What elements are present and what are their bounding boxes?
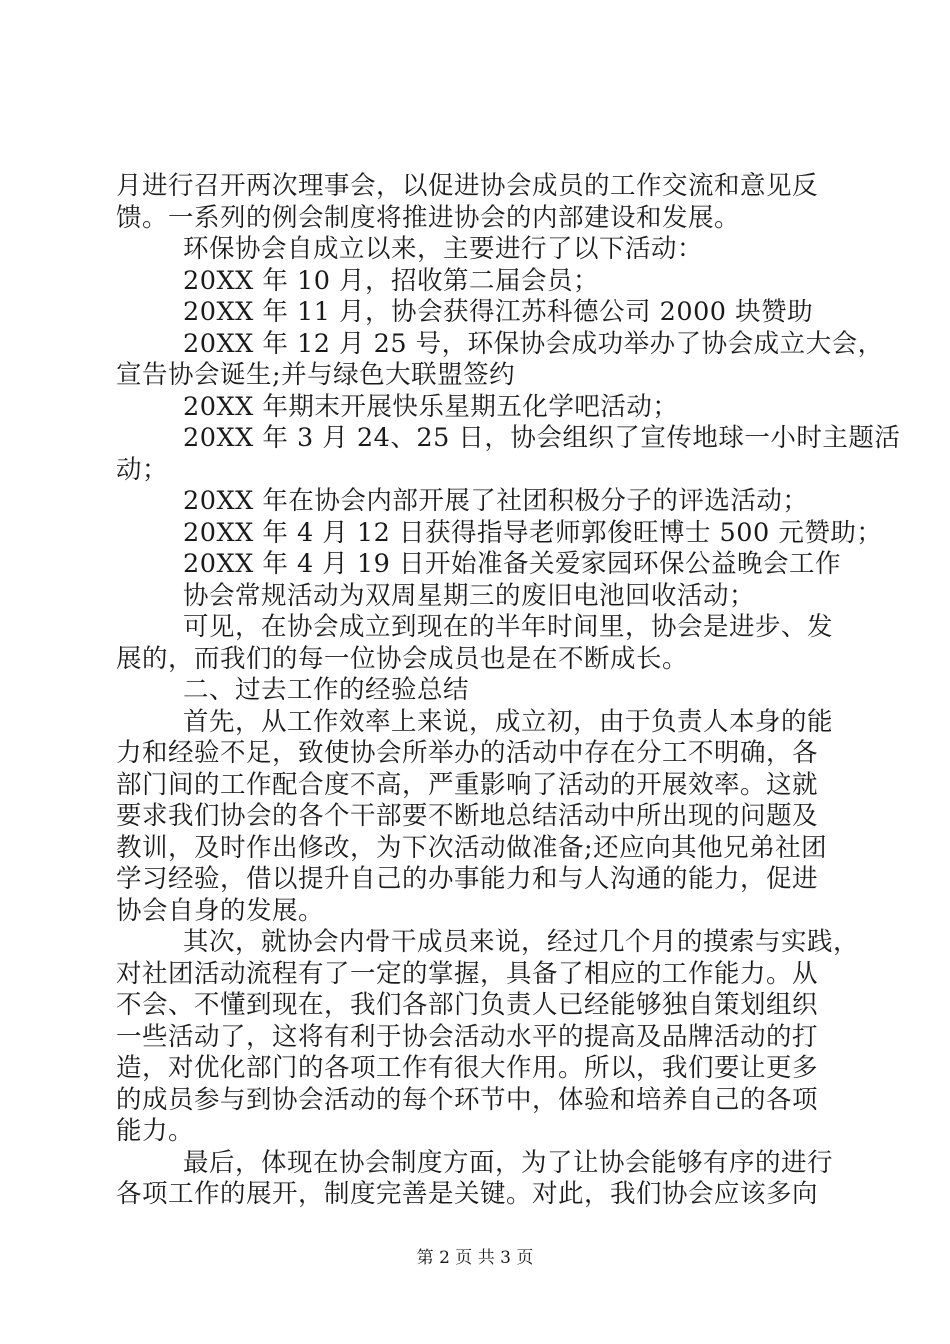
text-line-18: 首先，从工作效率上来说，成立初，由于负责人本身的能 [183, 706, 834, 737]
text-line-4: 20XX 年 10 月，招收第二届会员； [183, 265, 600, 296]
text-line-14: 协会常规活动为双周星期三的废旧电池回收活动； [183, 580, 756, 611]
text-line-32: 最后，体现在协会制度方面，为了让协会能够有序的进行 [183, 1147, 834, 1178]
text-line-22: 教训，及时作出修改，为下次活动做准备;还应向其他兄弟社团 [116, 832, 828, 863]
text-line-7: 宣告协会诞生;并与绿色大联盟签约 [116, 360, 516, 390]
text-line-16: 展的，而我们的每一位协会成员也是在不断成长。 [116, 643, 689, 674]
text-line-33: 各项工作的展开，制度完善是关键。对此，我们协会应该多向 [116, 1179, 819, 1209]
text-line-30: 的成员参与到协会活动的每个环节中，体验和培养自己的各项 [116, 1084, 819, 1115]
text-line-26: 对社团活动流程有了一定的掌握，具备了相应的工作能力。从 [116, 958, 819, 989]
page-footer: 第 2 页 共 3 页 [416, 1248, 534, 1268]
text-line-11: 20XX 年在协会内部开展了社团积极分子的评选活动； [183, 486, 809, 516]
text-line-29: 造，对优化部门的各项工作有很大作用。所以，我们要让更多 [116, 1053, 819, 1083]
text-line-1: 月进行召开两次理事会，以促进协会成员的工作交流和意见反 [116, 171, 819, 201]
text-line-2: 馈。一系列的例会制度将推进协会的内部建设和发展。 [116, 202, 741, 233]
text-line-10: 动； [116, 454, 169, 485]
text-line-25: 其次，就协会内骨干成员来说，经过几个月的摸索与实践， [183, 927, 860, 957]
text-line-20: 部门间的工作配合度不高，严重影响了活动的开展效率。这就 [116, 769, 819, 800]
text-line-21: 要求我们协会的各个干部要不断地总结活动中所出现的问题及 [116, 801, 819, 831]
text-line-23: 学习经验，借以提升自己的办事能力和与人沟通的能力，促进 [116, 864, 819, 894]
text-line-28: 一些活动了，这将有利于协会活动水平的提高及品牌活动的打 [116, 1021, 819, 1052]
text-line-12: 20XX 年 4 月 12 日获得指导老师郭俊旺博士 500 元赞助； [183, 517, 883, 548]
text-line-3: 环保协会自成立以来，主要进行了以下活动： [183, 234, 704, 264]
text-line-9: 20XX 年 3 月 24、25 日，协会组织了宣传地球一小时主题活 [183, 423, 901, 453]
text-line-5: 20XX 年 11 月，协会获得江苏科德公司 2000 块赞助 [183, 297, 814, 327]
text-line-6: 20XX 年 12 月 25 号，环保协会成功举办了协会成立大会， [183, 328, 884, 359]
text-line-27: 不会、不懂到现在，我们各部门负责人已经能够独自策划组织 [116, 990, 819, 1020]
text-line-19: 力和经验不足，致使协会所举办的活动中存在分工不明确，各 [116, 738, 819, 768]
text-line-31: 能力。 [116, 1116, 195, 1146]
section-heading: 二、过去工作的经验总结 [183, 675, 470, 705]
document-body [116, 171, 901, 1211]
text-line-13: 20XX 年 4 月 19 日开始准备关爱家园环保公益晚会工作 [183, 549, 841, 579]
text-line-15: 可见，在协会成立到现在的半年时间里，协会是进步、发 [183, 612, 834, 642]
text-line-8: 20XX 年期末开展快乐星期五化学吧活动； [183, 391, 679, 422]
text-line-24: 协会自身的发展。 [116, 895, 325, 926]
